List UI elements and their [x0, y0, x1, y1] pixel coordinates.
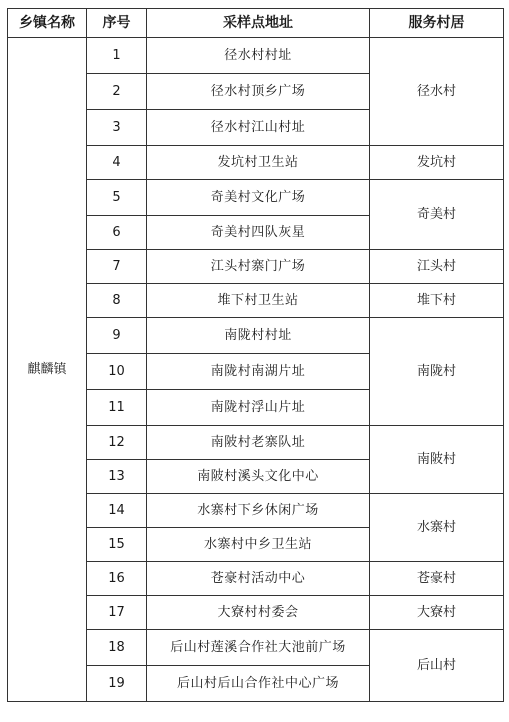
- township-cell: 麒麟镇: [8, 38, 87, 702]
- table-header: [8, 9, 504, 38]
- service-village-cell: 径水村: [370, 38, 504, 146]
- header-village: 服务村居: [370, 9, 504, 38]
- index-cell: 15: [87, 528, 147, 562]
- service-village-cell: 大寮村: [370, 596, 504, 630]
- index-cell: 2: [87, 74, 147, 110]
- site-address-cell: 南陇村浮山片址: [147, 390, 370, 426]
- site-address-cell: 南陂村老寨队址: [147, 426, 370, 460]
- header-site: 采样点地址: [147, 9, 370, 38]
- index-cell: 12: [87, 426, 147, 460]
- site-address-cell: 后山村莲溪合作社大池前广场: [147, 630, 370, 666]
- index-cell: 6: [87, 216, 147, 250]
- header-index: 序号: [87, 9, 147, 38]
- service-village-cell: 南陂村: [370, 426, 504, 494]
- index-cell: 7: [87, 250, 147, 284]
- sampling-site-table: [7, 8, 504, 702]
- service-village-cell: 南陇村: [370, 318, 504, 426]
- service-village-cell: 发坑村: [370, 146, 504, 180]
- index-cell: 16: [87, 562, 147, 596]
- index-cell: 13: [87, 460, 147, 494]
- index-cell: 1: [87, 38, 147, 74]
- index-cell: 10: [87, 354, 147, 390]
- site-address-cell: 水寨村下乡休闲广场: [147, 494, 370, 528]
- site-address-cell: 江头村寨门广场: [147, 250, 370, 284]
- index-cell: 19: [87, 666, 147, 702]
- site-address-cell: 径水村顶乡广场: [147, 74, 370, 110]
- index-cell: 18: [87, 630, 147, 666]
- service-village-cell: 江头村: [370, 250, 504, 284]
- table-row: [8, 38, 504, 74]
- index-cell: 9: [87, 318, 147, 354]
- site-address-cell: 堆下村卫生站: [147, 284, 370, 318]
- site-address-cell: 径水村江山村址: [147, 110, 370, 146]
- index-cell: 3: [87, 110, 147, 146]
- header-township: 乡镇名称: [8, 9, 87, 38]
- site-address-cell: 南陇村村址: [147, 318, 370, 354]
- index-cell: 8: [87, 284, 147, 318]
- site-address-cell: 南陇村南湖片址: [147, 354, 370, 390]
- index-cell: 5: [87, 180, 147, 216]
- site-address-cell: 奇美村四队灰星: [147, 216, 370, 250]
- service-village-cell: 堆下村: [370, 284, 504, 318]
- service-village-cell: 后山村: [370, 630, 504, 702]
- service-village-cell: 苍豪村: [370, 562, 504, 596]
- site-address-cell: 大寮村村委会: [147, 596, 370, 630]
- site-address-cell: 奇美村文化广场: [147, 180, 370, 216]
- table-body: [8, 38, 504, 702]
- header-row: [8, 9, 504, 38]
- site-address-cell: 发坑村卫生站: [147, 146, 370, 180]
- index-cell: 14: [87, 494, 147, 528]
- index-cell: 17: [87, 596, 147, 630]
- index-cell: 11: [87, 390, 147, 426]
- site-address-cell: 南陂村溪头文化中心: [147, 460, 370, 494]
- service-village-cell: 水寨村: [370, 494, 504, 562]
- site-address-cell: 后山村后山合作社中心广场: [147, 666, 370, 702]
- site-address-cell: 苍豪村活动中心: [147, 562, 370, 596]
- site-address-cell: 水寨村中乡卫生站: [147, 528, 370, 562]
- service-village-cell: 奇美村: [370, 180, 504, 250]
- site-address-cell: 径水村村址: [147, 38, 370, 74]
- index-cell: 4: [87, 146, 147, 180]
